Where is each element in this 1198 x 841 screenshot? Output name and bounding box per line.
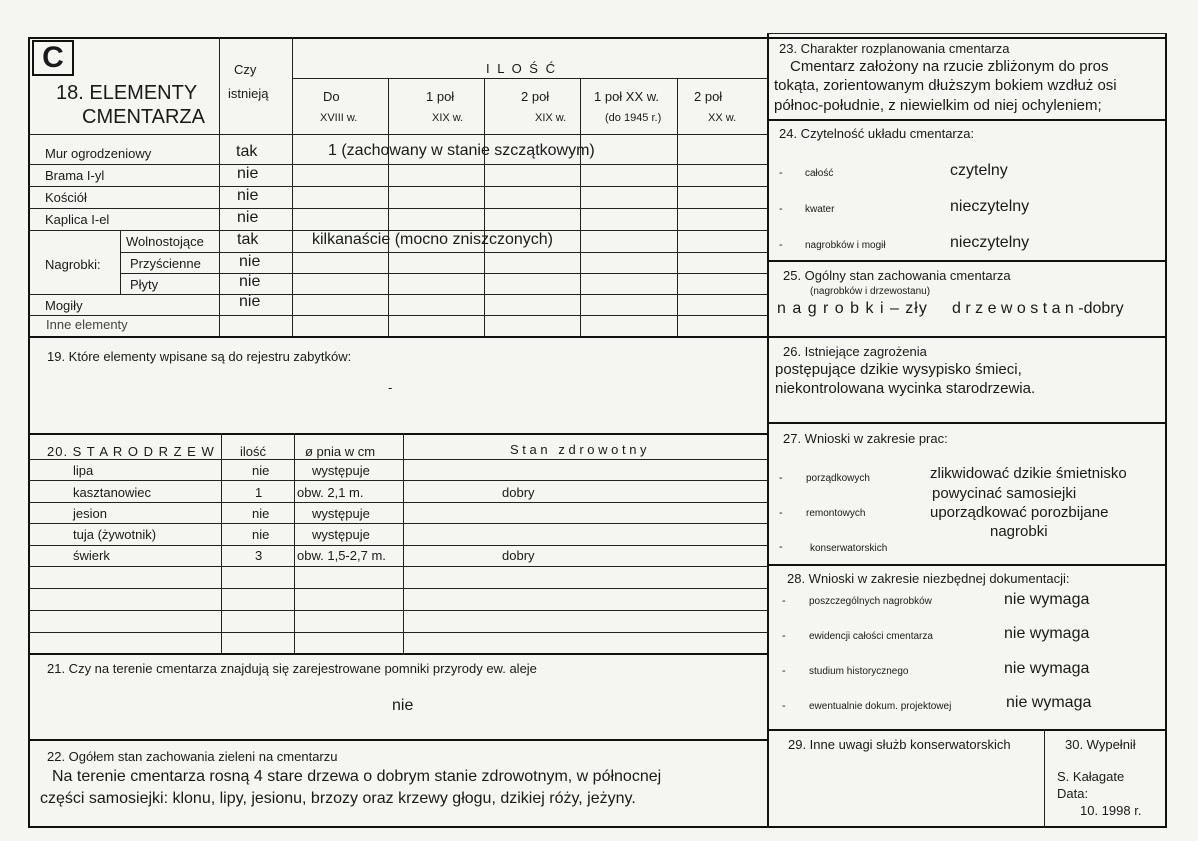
s18-row-line — [120, 273, 768, 274]
row-label-mogily: Mogiły — [45, 298, 83, 313]
period-5-line1: 2 poł — [694, 89, 723, 104]
bullet: - — [779, 507, 783, 519]
period-divider-1 — [388, 78, 389, 336]
section-30-date-label: Data: — [1057, 786, 1089, 801]
period-2-line2: XIX w. — [432, 112, 464, 124]
row-label-brama: Brama I-yl — [45, 168, 105, 183]
period-3-line2: XIX w. — [535, 112, 567, 124]
frame-top — [28, 37, 1166, 39]
bullet: - — [779, 239, 783, 251]
tree-name: lipa — [73, 463, 94, 478]
s18-row-line — [28, 186, 768, 187]
section-23-line3: północ-południe, z niewielkim od niej ochyleniem; — [774, 97, 1102, 114]
row-value-kosciol: nie — [237, 187, 259, 204]
bullet: - — [782, 700, 786, 712]
section-22-label: 22. Ogółem stan zachowania zieleni na cmentarzu — [47, 749, 338, 764]
s20-row-line — [28, 610, 768, 611]
s20-bottom — [28, 653, 768, 655]
period-1-line2: XVIII w. — [320, 112, 358, 124]
s27-value-line3: uporządkować porozbijane — [930, 504, 1109, 521]
s25-bottom — [767, 336, 1167, 338]
tree-qty: nie — [252, 527, 270, 542]
section-18-title-line2: CMENTARZA — [82, 106, 205, 128]
s21-bottom — [28, 739, 768, 741]
czy-label: Czy — [234, 62, 257, 77]
tree-name: tuja (żywotnik) — [73, 527, 157, 542]
s20-divider-2 — [294, 433, 295, 653]
s26-bottom — [767, 422, 1167, 424]
s18-row-line — [28, 294, 768, 295]
ilosc-header: I L O Ś Ć — [486, 61, 557, 76]
section-22-line1: Na terenie cmentarza rosną 4 stare drzewa o dobrym stanie zdrowotnym, w północnej — [52, 768, 662, 785]
section-30-label: 30. Wypełnił — [1065, 737, 1136, 752]
s28-item-label: ewidencji całości cmentarza — [809, 631, 933, 642]
row-value-mogily: nie — [239, 293, 261, 310]
s24-bottom — [767, 260, 1167, 262]
section-20-header: 20. S T A R O D R Z E W — [47, 444, 215, 459]
section-25-label: 25. Ogólny stan zachowania cmentarza — [783, 268, 1011, 283]
section-23-line2: tokąta, zorientowanym dłuższym bokiem wzdłuż osi — [774, 77, 1117, 94]
s20-row-line — [28, 480, 768, 481]
s20-row-line — [28, 566, 768, 567]
s28-item-label: studium historycznego — [809, 666, 909, 677]
bullet: - — [779, 541, 783, 553]
row-qty-wolnostojace: kilkanaście (mocno zniszczonych) — [312, 231, 553, 248]
section-18-title-line1: 18. ELEMENTY — [56, 82, 198, 104]
section-22-line2: części samosiejki: klonu, lipy, jesionu, brzozy oraz krzewy głogu, dzikiej róży, jeżyny. — [40, 790, 636, 807]
bullet: - — [782, 630, 786, 642]
s20-row-line — [28, 523, 768, 524]
tree-pnia: obw. 1,5-2,7 m. — [297, 548, 386, 563]
s23-bottom — [767, 119, 1167, 121]
tree-stan: dobry — [502, 548, 535, 563]
s28-item-label: ewentualnie dokum. projektowej — [809, 701, 952, 712]
period-1-line1: Do — [323, 89, 340, 104]
s28-item-value: nie wymaga — [1004, 660, 1090, 677]
period-divider-4 — [677, 78, 678, 336]
section-26-label: 26. Istniejące zagrożenia — [783, 344, 927, 359]
s24-item-label: nagrobków i mogił — [805, 240, 886, 251]
section-25-value1: n a g r o b k i – zły — [777, 300, 928, 317]
s28-bottom — [767, 729, 1167, 731]
row-value-wolnostojace: tak — [237, 231, 259, 248]
s24-item-label: kwater — [805, 204, 835, 215]
section-23-line1: Cmentarz założony na rzucie zbliżonym do pros — [790, 58, 1109, 75]
section-21-label: 21. Czy na terenie cmentarza znajdują się zarejestrowane pomniki przyrody ew. aleje — [47, 661, 537, 676]
period-2-line1: 1 poł — [426, 89, 455, 104]
row-qty-mur: 1 (zachowany w stanie szczątkowym) — [328, 142, 595, 159]
s24-item-value: czytelny — [950, 162, 1008, 179]
period-divider-3 — [580, 78, 581, 336]
starodrzew-col-pnia: ø pnia w cm — [305, 444, 376, 459]
istnieja-label: istnieją — [228, 86, 269, 101]
section-23-label: 23. Charakter rozplanowania cmentarza — [779, 41, 1010, 56]
bullet: - — [782, 665, 786, 677]
s18-header-bottom — [28, 134, 768, 135]
tree-name: świerk — [73, 548, 110, 563]
tree-qty: 3 — [255, 548, 263, 563]
section-19-value: - — [388, 380, 393, 395]
tree-qty: nie — [252, 463, 270, 478]
section-21-value: nie — [392, 697, 414, 714]
row-label-mur: Mur ogrodzeniowy — [45, 146, 152, 161]
s27-item-label: remontowych — [806, 508, 866, 519]
period-4-line1: 1 poł XX w. — [594, 89, 660, 104]
row-label-przyscienne: Przyścienne — [130, 256, 201, 271]
s24-item-value: nieczytelny — [950, 198, 1030, 215]
row-label-kosciol: Kościół — [45, 190, 87, 205]
s18-row-line — [28, 164, 768, 165]
row-value-mur: tak — [236, 143, 258, 160]
tree-pnia: występuje — [312, 527, 370, 542]
s19-bottom — [28, 433, 768, 435]
section-28-label: 28. Wnioski w zakresie niezbędnej dokumentacji: — [787, 571, 1070, 586]
tree-pnia: występuje — [312, 506, 370, 521]
s18-row-line — [28, 208, 768, 209]
bullet: - — [779, 203, 783, 215]
tree-name: jesion — [73, 506, 107, 521]
section-30-date: 10. 1998 r. — [1080, 803, 1142, 818]
s27-value-line4: nagrobki — [990, 523, 1048, 540]
s18-row-line — [120, 252, 768, 253]
section-19-label: 19. Które elementy wpisane są do rejestru zabytków: — [47, 349, 352, 364]
s27-item-label: porządkowych — [806, 473, 870, 484]
row-value-plyty: nie — [239, 273, 261, 290]
s28-item-value: nie wymaga — [1004, 625, 1090, 642]
s20-row-line — [28, 502, 768, 503]
period-5-line2: XX w. — [708, 112, 737, 124]
s28-item-value: nie wymaga — [1004, 591, 1090, 608]
row-value-kaplica: nie — [237, 209, 259, 226]
column-divider — [767, 33, 769, 828]
bullet: - — [779, 472, 783, 484]
s20-row-line — [28, 459, 768, 460]
row-label-kaplica: Kaplica I-el — [45, 212, 110, 227]
s27-value-line2: powycinać samosiejki — [932, 485, 1077, 502]
tree-qty: 1 — [255, 485, 263, 500]
row-label-inne: Inne elementy — [46, 317, 128, 332]
section-25-value2: d r z e w o s t a n -dobry — [952, 300, 1124, 317]
row-label-plyty: Płyty — [130, 277, 159, 292]
s28-item-value: nie wymaga — [1006, 694, 1092, 711]
s27-item-label: konserwatorskich — [810, 543, 888, 554]
section-26-line1: postępujące dzikie wysypisko śmieci, — [775, 361, 1022, 378]
s20-divider-3 — [403, 433, 404, 653]
period-4-line2: (do 1945 r.) — [605, 112, 662, 124]
s20-row-line — [28, 545, 768, 546]
s27-value-line1: zlikwidować dzikie śmietnisko — [930, 465, 1127, 482]
s18-row-line — [28, 315, 768, 316]
s28-item-label: poszczególnych nagrobków — [809, 596, 932, 607]
ilosc-underline — [292, 78, 767, 79]
tree-pnia: obw. 2,1 m. — [297, 485, 364, 500]
bullet: - — [782, 595, 786, 607]
s29-s30-divider — [1044, 729, 1045, 828]
card-letter-box: C — [32, 40, 74, 76]
row-value-przyscienne: nie — [239, 253, 261, 270]
section-25-sub: (nagrobków i drzewostanu) — [810, 286, 931, 297]
section-29-label: 29. Inne uwagi służb konserwatorskich — [788, 737, 1011, 752]
row-label-wolnostojace: Wolnostojące — [126, 234, 204, 249]
tree-pnia: występuje — [312, 463, 370, 478]
tree-qty: nie — [252, 506, 270, 521]
row-value-brama: nie — [237, 165, 259, 182]
period-3-line1: 2 poł — [521, 89, 550, 104]
section-24-label: 24. Czytelność układu cmentarza: — [779, 126, 975, 141]
starodrzew-col-stan: S t a n z d r o w o t n y — [510, 442, 647, 457]
s18-bottom — [28, 336, 768, 338]
tree-name: kasztanowiec — [73, 485, 152, 500]
s24-item-value: nieczytelny — [950, 234, 1030, 251]
section-27-label: 27. Wnioski w zakresie prac: — [783, 431, 948, 446]
nagrobki-divider — [120, 230, 121, 294]
starodrzew-col-ilosc: ilość — [240, 444, 267, 459]
s27-bottom — [767, 564, 1167, 566]
right-top-border — [767, 33, 1167, 34]
s20-divider-1 — [221, 433, 222, 653]
period-divider-2 — [484, 78, 485, 336]
frame-bottom — [28, 826, 1166, 828]
s24-item-label: całość — [805, 168, 834, 179]
s20-row-line — [28, 632, 768, 633]
s20-row-line — [28, 588, 768, 589]
section-30-name: S. Kałagate — [1057, 769, 1125, 784]
bullet: - — [779, 167, 783, 179]
tree-stan: dobry — [502, 485, 535, 500]
nagrobki-label: Nagrobki: — [45, 257, 101, 272]
frame-right — [1165, 33, 1167, 828]
section-26-line2: niekontrolowana wycinka starodrzewia. — [775, 380, 1036, 397]
